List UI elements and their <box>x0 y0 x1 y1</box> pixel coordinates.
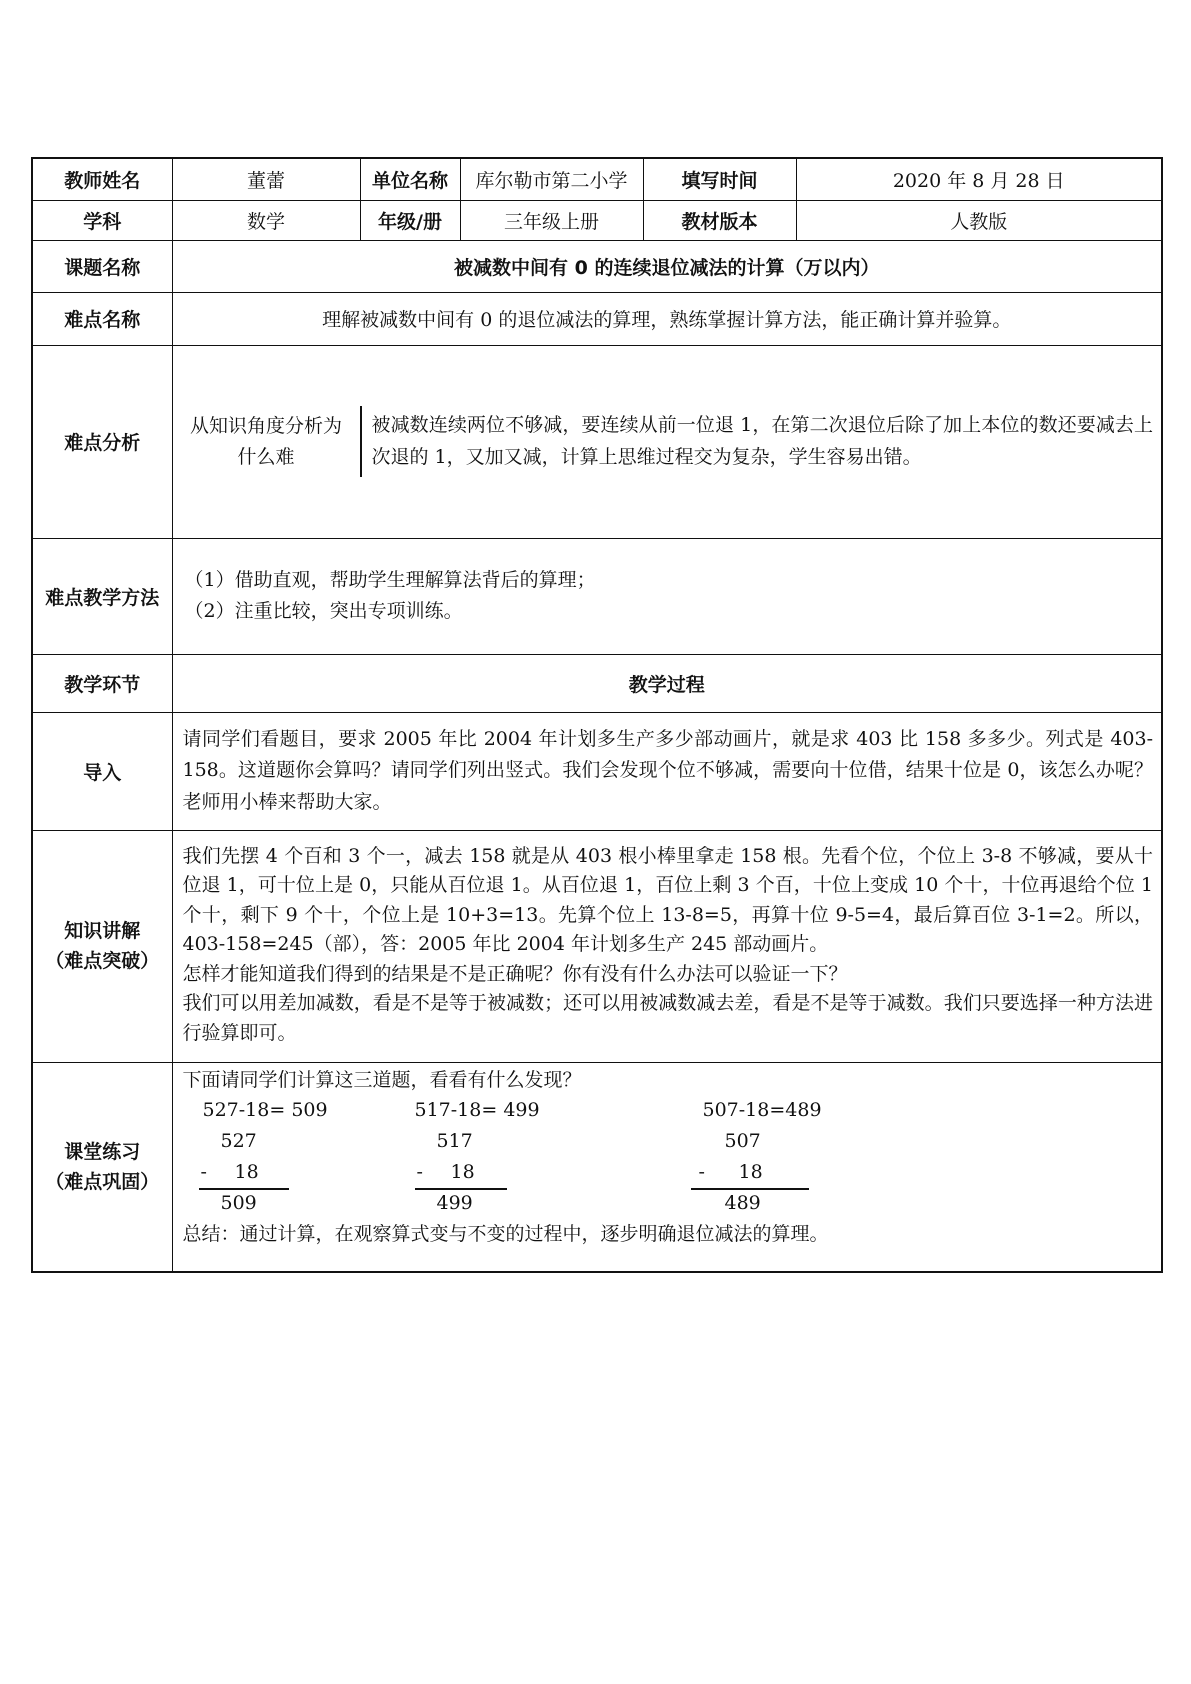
difficulty-row <box>32 292 1162 345</box>
topic-row <box>32 240 1162 292</box>
exercise-1 <box>183 1095 415 1219</box>
exercise-result: 509 <box>220 1191 257 1214</box>
exercise-equation: 527-18= 509 <box>202 1098 328 1121</box>
knowledge-paragraph-3: 我们可以用差加减数，看是不是等于被减数；还可以用被减数减去差，看是不是等于减数。我们只要选择一种方法进行验算即可。 <box>182 992 1153 1044</box>
knowledge-row <box>32 830 1162 1062</box>
practice-label <box>32 1062 172 1272</box>
minus-sign: - <box>416 1160 423 1183</box>
subject-label: 学科 <box>32 200 172 240</box>
exercise-2 <box>415 1095 703 1219</box>
teacher-name-value: 董蕾 <box>172 158 360 200</box>
method-content <box>172 538 1162 654</box>
intro-label: 导入 <box>32 712 172 830</box>
teacher-name-label: 教师姓名 <box>32 158 172 200</box>
lesson-plan-table <box>31 157 1163 1273</box>
exercise-list <box>183 1095 1154 1219</box>
practice-content <box>172 1062 1162 1272</box>
practice-summary: 总结：通过计算，在观察算式变与不变的过程中，逐步明确退位减法的算理。 <box>182 1222 829 1245</box>
analysis-sub-label: 从知识角度分析为什么难 <box>173 406 361 477</box>
unit-name-value: 库尔勒市第二小学 <box>460 158 643 200</box>
knowledge-content <box>172 830 1162 1062</box>
exercise-subtrahend: 18 <box>234 1160 259 1183</box>
practice-label-2: （难点巩固） <box>45 1170 160 1193</box>
exercise-subtrahend: 18 <box>738 1160 763 1183</box>
intro-row <box>32 712 1162 830</box>
analysis-label: 难点分析 <box>32 345 172 538</box>
method-line-1: （1）借助直观，帮助学生理解算法背后的算理； <box>184 568 596 591</box>
method-label: 难点教学方法 <box>32 538 172 654</box>
exercise-minuend: 527 <box>220 1129 257 1152</box>
knowledge-paragraph-1: 我们先摆 4 个百和 3 个一，减去 158 就是从 403 根小棒里拿走 158 根。先看个位，个位上 3-8 不够减，要从十位退 1，可十位上是 0，只能从百位退 1。从百位退 1，百位上剩 3 个百，十位上变成 10 个十，十位再退给个位 1 个十，剩下 9 个十，个位上是 10+3=13。先算个位上 13-8=5，再算十位 9-5=4，最后算百位 3-1=2。所以，403-158=245（部），答：2005 年比 2004 年计划多生产 245 部动画片。 <box>182 844 1153 956</box>
exercise-subtrahend: 18 <box>450 1160 475 1183</box>
process-stage-label: 教学环节 <box>32 654 172 712</box>
practice-label-1: 课堂练习 <box>64 1140 141 1163</box>
exercise-minuend: 507 <box>724 1129 761 1152</box>
header-row-1 <box>32 158 1162 200</box>
header-row-2 <box>32 200 1162 240</box>
subject-value: 数学 <box>172 200 360 240</box>
minus-sign: - <box>698 1160 705 1183</box>
fill-date-value: 2020 年 8 月 28 日 <box>796 158 1162 200</box>
grade-label: 年级/册 <box>360 200 460 240</box>
exercise-equation: 517-18= 499 <box>414 1098 540 1121</box>
knowledge-paragraph-2: 怎样才能知道我们得到的结果是不是正确呢？你有没有什么办法可以验证一下？ <box>182 962 848 985</box>
knowledge-label-1: 知识讲解 <box>64 920 141 942</box>
method-row <box>32 538 1162 654</box>
edition-label: 教材版本 <box>643 200 796 240</box>
knowledge-label <box>32 830 172 1062</box>
exercise-equation: 507-18=489 <box>702 1098 822 1121</box>
fill-date-label: 填写时间 <box>643 158 796 200</box>
process-header-row <box>32 654 1162 712</box>
exercise-result: 499 <box>436 1191 473 1214</box>
edition-value: 人教版 <box>796 200 1162 240</box>
exercise-3 <box>698 1095 953 1219</box>
minus-sign: - <box>200 1160 207 1183</box>
topic-label: 课题名称 <box>32 240 172 292</box>
analysis-inner-table <box>173 406 1162 477</box>
knowledge-label-2: （难点突破） <box>45 950 160 972</box>
topic-value: 被减数中间有 0 的连续退位减法的计算（万以内） <box>172 240 1162 292</box>
difficulty-value: 理解被减数中间有 0 的退位减法的算理，熟练掌握计算方法，能正确计算并验算。 <box>172 292 1162 345</box>
practice-row <box>32 1062 1162 1272</box>
practice-intro: 下面请同学们计算这三道题，看看有什么发现？ <box>182 1068 582 1091</box>
analysis-row <box>32 345 1162 538</box>
unit-name-label: 单位名称 <box>360 158 460 200</box>
analysis-text: 被减数连续两位不够减，要连续从前一位退 1，在第二次退位后除了加上本位的数还要减去上次退的 1，又加又减，计算上思维过程交为复杂，学生容易出错。 <box>371 414 1153 468</box>
exercise-result: 489 <box>724 1191 761 1214</box>
difficulty-label: 难点名称 <box>32 292 172 345</box>
grade-value: 三年级上册 <box>460 200 643 240</box>
intro-text: 请同学们看题目，要求 2005 年比 2004 年计划多生产多少部动画片，就是求 403 比 158 多多少。列式是 403-158。这道题你会算吗？请同学们列出竖式。我们会发现个位不够减，需要向十位借，结果十位是 0，该怎么办呢？老师用小棒来帮助大家。 <box>172 712 1162 830</box>
process-label: 教学过程 <box>172 654 1162 712</box>
method-line-2: （2）注重比较，突出专项训练。 <box>184 600 463 622</box>
exercise-minuend: 517 <box>436 1129 473 1152</box>
analysis-content <box>172 345 1162 538</box>
lesson-plan-sheet <box>31 157 1161 1273</box>
